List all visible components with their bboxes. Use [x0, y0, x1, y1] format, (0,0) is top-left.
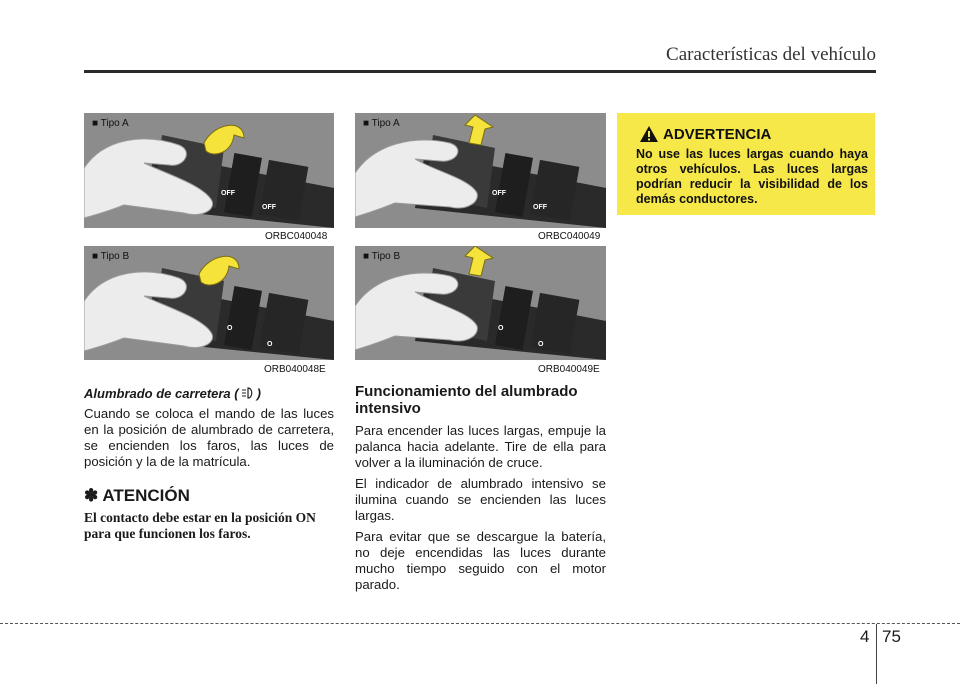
header-rule: [84, 70, 876, 73]
running-header: Características del vehículo: [666, 44, 876, 65]
figure-tipo-b-rotate: [84, 246, 334, 360]
atencion-body: El contacto debe estar en la posición ON para que funcionen los faros.: [84, 510, 316, 542]
lever-o-label: O: [267, 341, 273, 348]
figure-tipo-a-push: [355, 113, 606, 228]
figure-tipo-a-rotate: [84, 113, 334, 228]
figure-label: ■ Tipo A: [92, 118, 129, 129]
page-number: 75: [882, 627, 901, 646]
lever-o-label: O: [538, 341, 544, 348]
flash-paragraph: El indicador de alumbrado intensivo se ilumina cuando se encienden las luces largas.: [355, 476, 606, 523]
atencion-title: ✽ ATENCIÓN: [84, 486, 190, 506]
lever-push-illustration: [355, 246, 606, 360]
warning-triangle-icon: [639, 125, 659, 143]
warning-body: No use las luces largas cuando haya otros vehículos. Las luces largas podrían reducir la visibilidad de los demás conductores.: [636, 147, 868, 206]
high-beam-body: Cuando se coloca el mando de las luces en la posición de alumbrado de carretera, se encienden los faros, las luces de posición y la de la matrícula.: [84, 406, 334, 470]
figure-label: ■ Tipo B: [92, 251, 130, 262]
figure-label: ■ Tipo B: [363, 251, 401, 262]
section-title-flash: Funcionamiento del alumbrado intensivo: [355, 383, 578, 417]
figure-code: ORB040049E: [538, 364, 600, 375]
lever-o-label: O: [227, 325, 233, 332]
middle-column: [355, 383, 606, 598]
chapter-number: 4: [860, 627, 870, 646]
lever-off-label: OFF: [492, 190, 506, 197]
figure-code: ORBC040048: [265, 231, 328, 242]
footer-dashed-rule: [0, 623, 960, 624]
lever-push-illustration: [355, 113, 606, 228]
lever-rotate-illustration: [84, 246, 334, 360]
lever-o-label: O: [498, 325, 504, 332]
warning-box: [617, 113, 875, 215]
lever-off-label: OFF: [262, 204, 276, 211]
figure-code: ORBC040049: [538, 231, 601, 242]
figure-label: ■ Tipo A: [363, 118, 400, 129]
warning-title: ADVERTENCIA: [663, 126, 772, 143]
flash-paragraph: Para encender las luces largas, empuje la palanca hacia adelante. Tire de ella para volver a la iluminación de cruce.: [355, 423, 606, 470]
page-number-divider: [876, 624, 877, 684]
figure-tipo-b-push: [355, 246, 606, 360]
lever-rotate-illustration: [84, 113, 334, 228]
headlamp-icon: [241, 387, 255, 402]
flash-paragraph: Para evitar que se descargue la batería, no deje encendidas las luces durante mucho tiempo seguido con el motor parado.: [355, 529, 606, 592]
left-column: [84, 386, 334, 542]
lever-off-label: OFF: [221, 190, 235, 197]
lever-off-label: OFF: [533, 204, 547, 211]
section-title-high-beam: Alumbrado de carretera ( ): [84, 386, 261, 401]
figure-code: ORB040048E: [264, 364, 326, 375]
